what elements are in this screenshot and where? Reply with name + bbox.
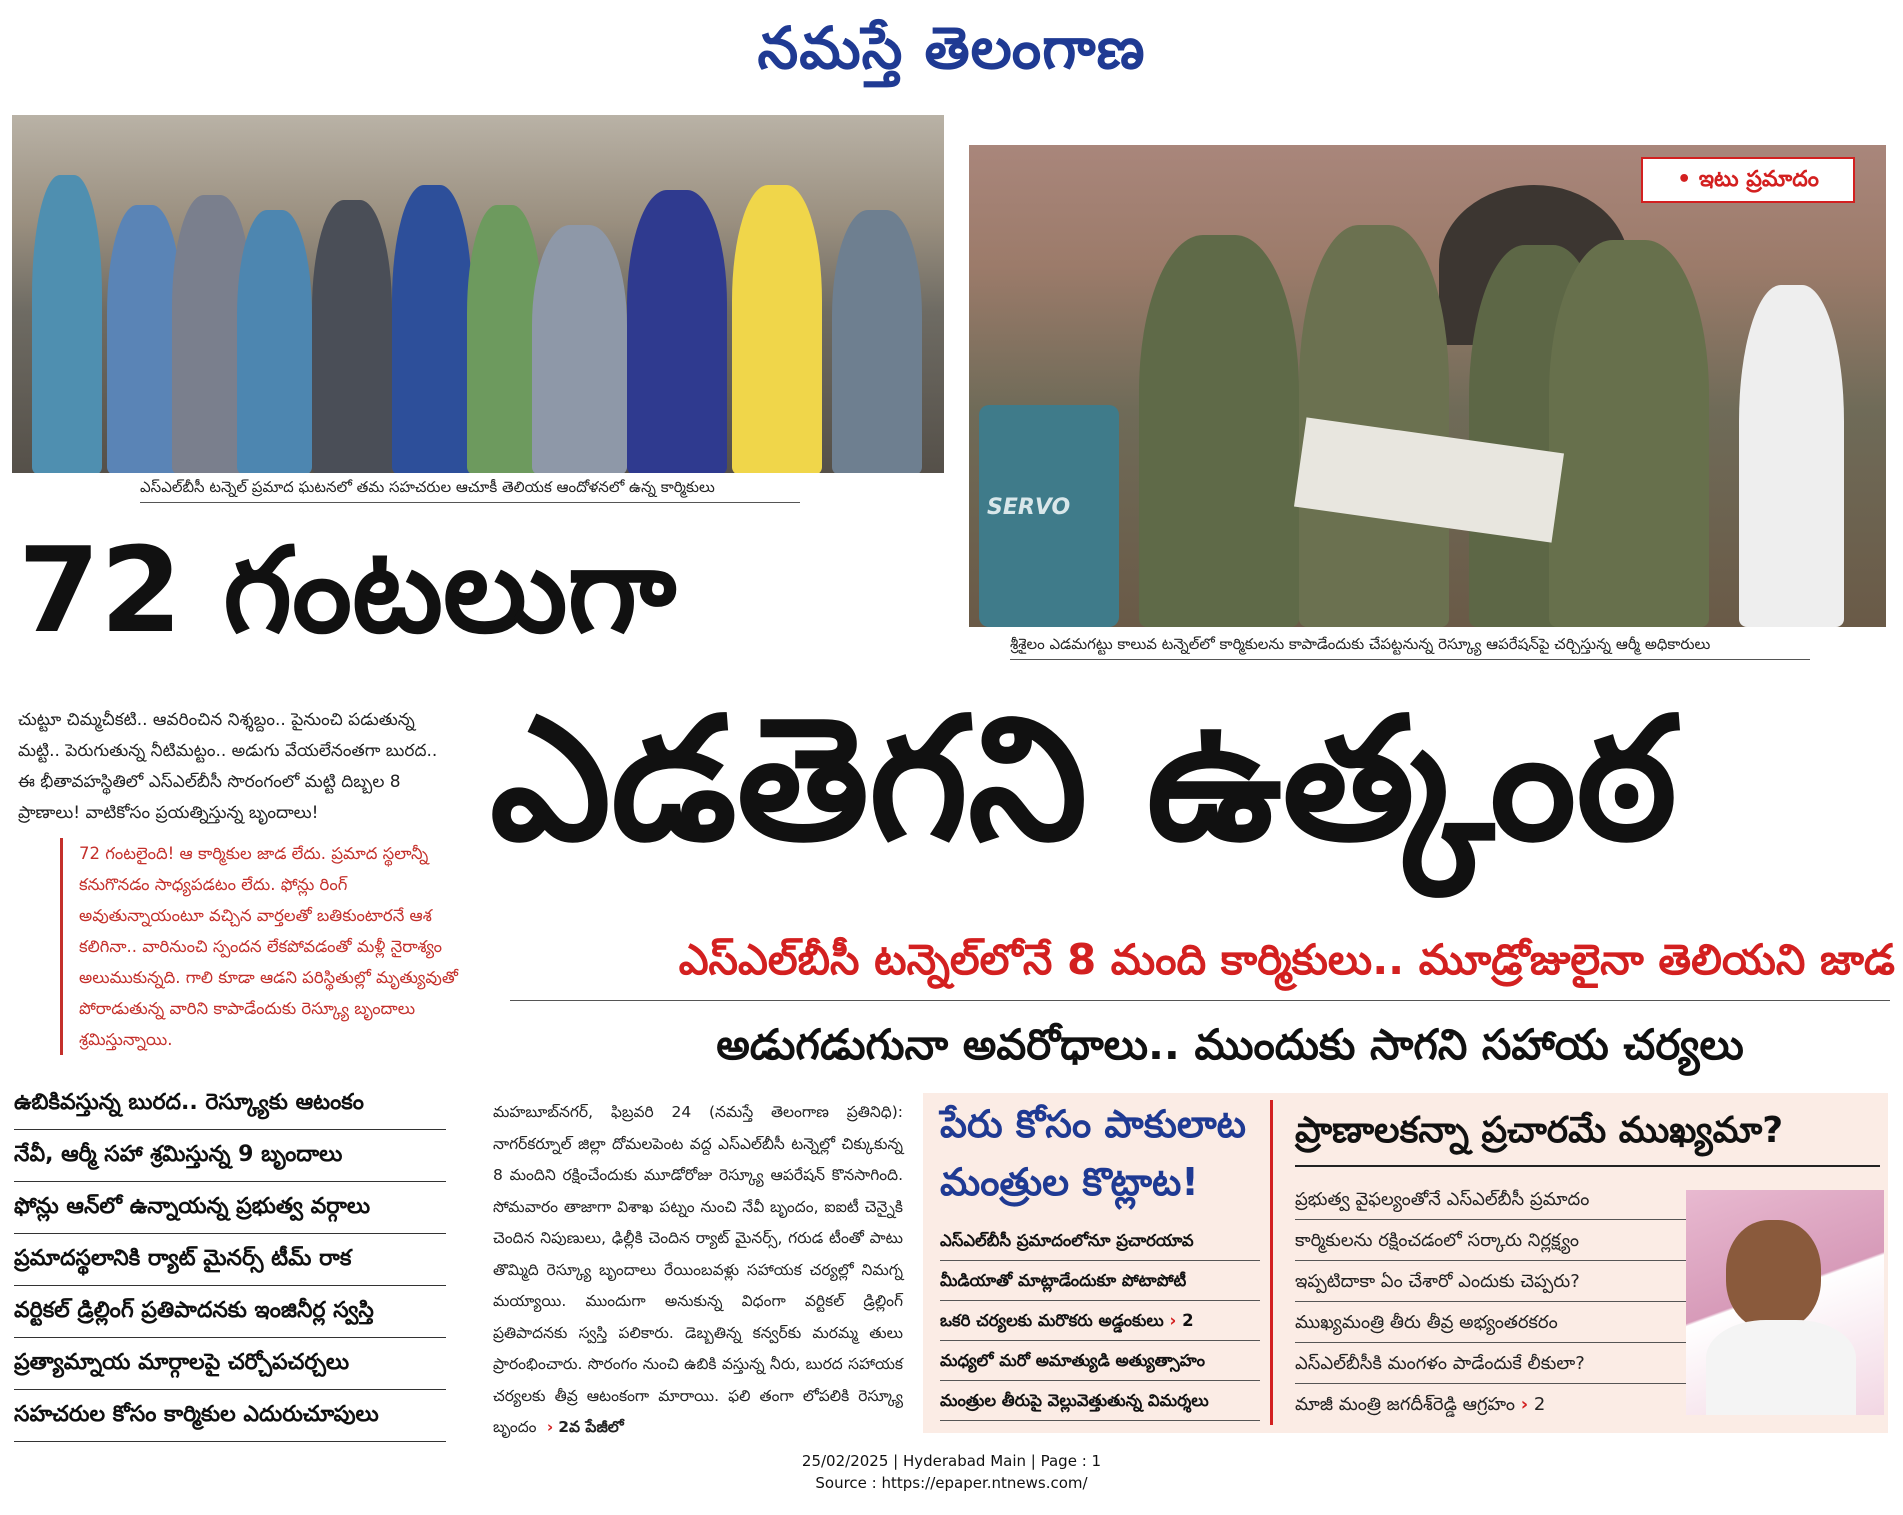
footer-date-edition: 25/02/2025 | Hyderabad Main | Page : 1 <box>801 1452 1102 1470</box>
subhead-divider <box>510 1000 1890 1001</box>
page-ref[interactable]: 2 <box>1533 1394 1546 1415</box>
caption-rule <box>140 502 800 503</box>
list-item: కార్మికులను రక్షించడంలో సర్కారు నిర్లక్ష్యం <box>1295 1221 1690 1261</box>
box1-title <box>940 1095 1260 1211</box>
page-ref-arrow-icon: › <box>1169 1311 1177 1330</box>
list-item: ఎస్‌ఎల్‌బీసీకి మంగళం పాడేందుకే లీకులా? <box>1295 1344 1690 1384</box>
highlights-list <box>14 1078 446 1442</box>
page-ref-arrow-icon: › <box>1520 1394 1529 1415</box>
article-body <box>493 1097 903 1444</box>
page-ref[interactable]: 2 <box>1182 1311 1194 1330</box>
list-item: వర్టికల్ డ్రిల్లింగ్ ప్రతిపాదనకు ఇంజినీర్ల స్వస్తి <box>14 1286 446 1338</box>
list-item: మంత్రుల తీరుపై వెల్లువెత్తుతున్న విమర్శలు <box>940 1382 1260 1421</box>
box1-title-line1: పేరు కోసం పాకులాట <box>940 1102 1246 1146</box>
list-item: నేవీ, ఆర్మీ సహా శ్రమిస్తున్న 9 బృందాలు <box>14 1130 446 1182</box>
list-item-text: మాజీ మంత్రి జగదీశ్‌రెడ్డి ఆగ్రహం <box>1295 1394 1516 1415</box>
list-item: ప్రమాదస్థలానికి ర్యాట్ మైనర్స్ టీమ్ రాక <box>14 1234 446 1286</box>
list-item: ఎస్‌ఎల్‌బీసీ ప్రమాదంలోనూ ప్రచారయావ <box>940 1222 1260 1261</box>
list-item-text: ఒకరి చర్యలకు మరొకరు అడ్డంకులు <box>940 1311 1164 1330</box>
barrel-label: SERVO <box>987 495 1071 520</box>
list-item: ఇప్పటిదాకా ఏం చేశారో ఎందుకు చెప్పరు? <box>1295 1262 1690 1302</box>
box2-title-rule <box>1295 1165 1880 1167</box>
intro-text: చుట్టూ చిమ్మచీకటి.. ఆవరించిన నిశ్శబ్దం.. పైనుంచి పడుతున్న మట్టి.. పెరుగుతున్న నీటిమట్టం.. అడుగు వేయలేనంతగా బురద.. ఈ భీతావహస్థితిలో ఎస్‌ఎల్‌బీసీ సొరంగంలో మట్టి దిబ్బల 8 ప్రాణాలు! వాటికోసం ప్రయత్నిస్తున్న బృందాలు! <box>18 710 438 823</box>
list-item: ఉబికివస్తున్న బురద.. రెస్క్యూకు ఆటంకం <box>14 1078 446 1130</box>
list-item: సహచరుల కోసం కార్మికుల ఎదురుచూపులు <box>14 1390 446 1442</box>
list-item <box>1295 1385 1690 1424</box>
box1-title-line2: మంత్రుల కొట్లాట! <box>940 1160 1199 1204</box>
panel-divider <box>1270 1100 1273 1425</box>
list-item: ఫోన్లు ఆన్‌లో ఉన్నాయన్న ప్రభుత్వ వర్గాలు <box>14 1182 446 1234</box>
list-item: ప్రత్యామ్నాయ మార్గాలపై చర్చోపచర్చలు <box>14 1338 446 1390</box>
subhead-red: ఎస్‌ఎల్‌బీసీ టన్నెల్‌లోనే 8 మంది కార్మికులు.. మూడ్రోజులైనా తెలియని జాడ <box>678 935 1895 984</box>
article-body-text: మహబూబ్‌నగర్, ఫిబ్రవరి 24 (నమస్తే తెలంగాణ ప్రతినిధి): నాగర్‌కర్నూల్ జిల్లా దోమలపెంట వద్ద ఎస్‌ఎల్‌బీసీ టన్నెల్లో చిక్కుకున్న 8 మందిని రక్షించేందుకు మూడోరోజు రెస్క్యూ ఆపరేషన్ కొనసాగింది. సోమవారం తాజాగా విశాఖ పట్నం నుంచి నేవీ బృందం, ఐఐటీ చెన్నైకి చెందిన నిపుణులు, ఢిల్లీకి చెందిన ర్యాట్ మైనర్స్, గరుడ టీంతో పాటు తొమ్మిది రెస్క్యూ బృందాలు రేయింబవళ్లు సహాయక చర్యల్లో నిమగ్న మయ్యాయి. ముందుగా అనుకున్న విధంగా వర్టికల్ డ్రిల్లింగ్ ప్రతిపాదనకు స్వస్తి పలికారు. డెబ్బతిన్న కన్వర్‌కు మరమ్మ తులు ప్రారంభించారు. సొరంగం నుంచి ఉబికి వస్తున్న నీరు, బురద సహాయక చర్యలకు తీవ్ర ఆటంకంగా మారాయి. ఫలి తంగా లోపలికి రెస్క్యూ బృందం <box>493 1103 903 1436</box>
side-accident-badge: • ఇటు ప్రమాదం <box>1641 157 1855 203</box>
jump-arrow-icon: › <box>541 1418 554 1436</box>
headline-line2: ఎడతెగని ఉత్కంఠ <box>490 681 1677 879</box>
headline-line1: 72 గంటలుగా <box>18 521 677 659</box>
list-item: మధ్యలో మరో అమాత్యుడి అత్యుత్సాహం <box>940 1342 1260 1381</box>
politician-portrait-photo <box>1686 1190 1884 1415</box>
continued-page-link[interactable]: 2వ పేజీలో <box>558 1418 624 1436</box>
masthead-title: నమస్తే తెలంగాణ <box>757 14 1146 82</box>
list-item: మీడియాతో మాట్లాడేందుకూ పోటాపోటీ <box>940 1262 1260 1301</box>
list-item: ప్రభుత్వ వైఫల్యంతోనే ఎస్‌ఎల్‌బీసీ ప్రమాదం <box>1295 1180 1690 1220</box>
caption-rule <box>1010 659 1810 660</box>
red-summary-box: 72 గంటలైంది! ఆ కార్మికుల జాడ లేదు. ప్రమాద స్థలాన్నీ కనుగొనడం సాధ్యపడటం లేదు. ఫోన్లు రింగ్ అవుతున్నాయంటూ వచ్చిన వార్తలతో బతికుంటారనే ఆశ కలిగినా.. వారినుంచి స్పందన లేకపోవడంతో మళ్లీ నైరాశ్యం అలుముకున్నది. గాలి కూడా ఆడని పరిస్థితుల్లో మృత్యువుతో పోరాడుతున్న వారిని కాపాడేందుకు రెస్క్యూ బృందాలు శ్రమిస్తున్నాయి. <box>60 838 474 1055</box>
workers-photo <box>12 115 944 473</box>
list-item <box>940 1302 1260 1341</box>
army-officers-photo <box>969 145 1886 627</box>
list-item: ముఖ్యమంత్రి తీరు తీవ్ర అభ్యంతరకరం <box>1295 1303 1690 1343</box>
footer-source-link[interactable]: Source : https://epaper.ntnews.com/ <box>815 1474 1088 1492</box>
subhead-black: అడుగడుగునా అవరోధాలు.. ముందుకు సాగని సహాయ చర్యలు <box>716 1020 1744 1069</box>
army-photo-caption: శ్రీశైలం ఎడమగట్టు కాలువ టన్నెల్‌లో కార్మికులను కాపాడేందుకు చేపట్టనున్న రెస్క్యూ ఆపరేషన్‌పై చర్చిస్తున్న ఆర్మీ అధికారులు <box>1010 635 1711 653</box>
workers-photo-caption: ఎస్‌ఎల్‌బీసీ టన్నెల్ ప్రమాద ఘటనలో తమ సహచరుల ఆచూకీ తెలియక ఆందోళనలో ఉన్న కార్మికులు <box>140 478 715 496</box>
box2-title: ప్రాణాలకన్నా ప్రచారమే ముఖ్యమా? <box>1295 1110 1784 1151</box>
